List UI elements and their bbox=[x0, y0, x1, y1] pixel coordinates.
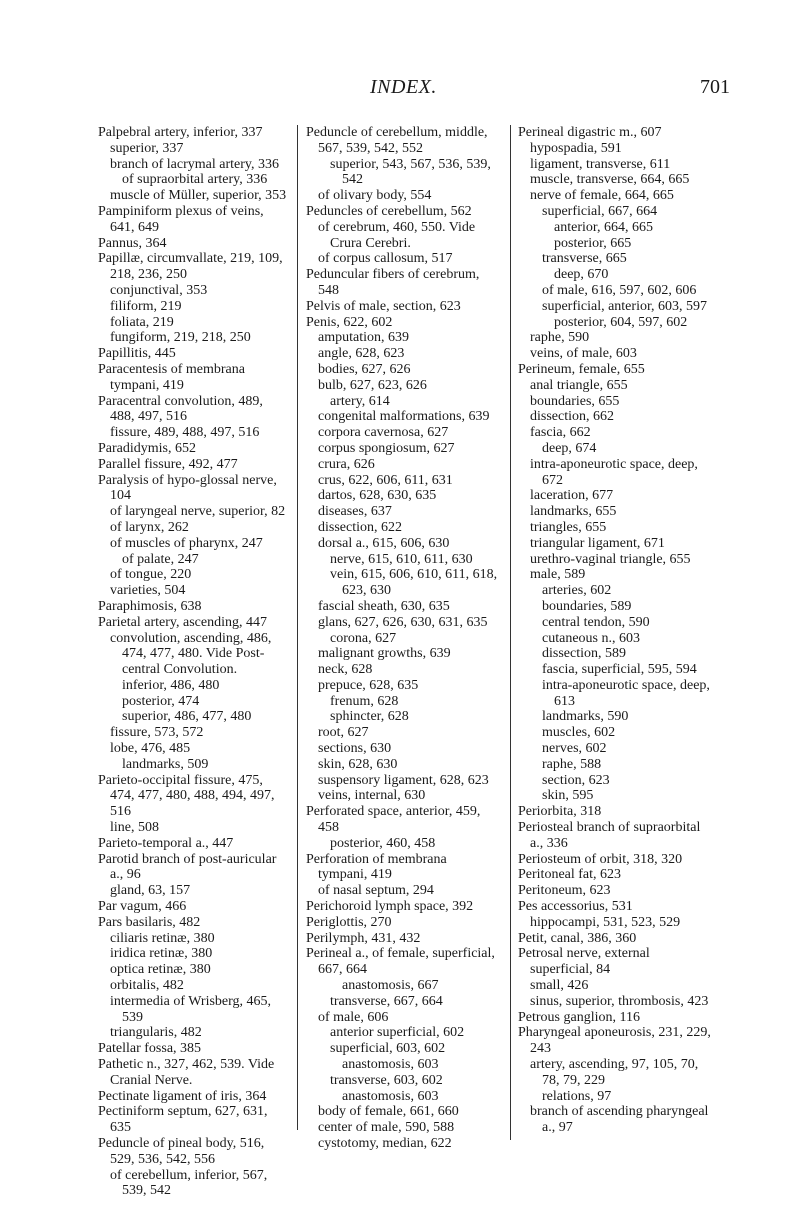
index-entry: corpora cavernosa, 627 bbox=[318, 425, 449, 441]
index-entry: crura, 626 bbox=[318, 456, 375, 472]
index-entry: section, 623 bbox=[542, 772, 610, 788]
index-entry: sphincter, 628 bbox=[330, 709, 409, 725]
index-entry: Pes accessorius, 531 bbox=[518, 899, 633, 915]
index-entry: Peduncular fibers of cerebrum, 548 bbox=[306, 267, 480, 298]
index-entry: intra-aponeurotic space, deep, 613 bbox=[542, 677, 710, 709]
index-entry: Perilymph, 431, 432 bbox=[306, 930, 421, 946]
index-entry: arteries, 602 bbox=[542, 583, 612, 599]
index-entry: line, 508 bbox=[110, 820, 159, 836]
index-entry: corpus spongiosum, 627 bbox=[318, 440, 455, 456]
index-entry: neck, 628 bbox=[318, 662, 373, 678]
index-entry: urethro-vaginal triangle, 655 bbox=[530, 551, 691, 567]
index-entry: Parietal artery, ascending, 447 bbox=[98, 614, 267, 630]
index-entry: superficial, 667, 664 bbox=[542, 203, 658, 219]
index-entry: superior, 543, 567, 536, 539, 542 bbox=[330, 156, 491, 188]
index-entry: small, 426 bbox=[530, 978, 589, 994]
index-entry: Pathetic n., 327, 462, 539. Vide Cranial Nerve. bbox=[98, 1057, 275, 1088]
index-entry: of male, 606 bbox=[318, 1009, 389, 1025]
index-entry: raphe, 588 bbox=[542, 756, 602, 772]
index-entry: fissure, 489, 488, 497, 516 bbox=[110, 425, 260, 441]
index-entry: dorsal a., 615, 606, 630 bbox=[318, 535, 450, 551]
index-entry: male, 589 bbox=[530, 567, 586, 583]
index-entry: Peritoneal fat, 623 bbox=[518, 867, 622, 883]
index-entry: cutaneous n., 603 bbox=[542, 630, 640, 646]
index-entry: intermedia of Wrisberg, 465, 539 bbox=[110, 993, 272, 1025]
index-entry: Parallel fissure, 492, 477 bbox=[98, 456, 238, 472]
index-entry: Papillæ, circumvallate, 219, 109, 218, 236, 250 bbox=[98, 251, 283, 283]
index-entry: vein, 615, 606, 610, 611, 618, 623, 630 bbox=[330, 567, 498, 599]
index-entry: ligament, transverse, 611 bbox=[530, 156, 671, 172]
index-entry: hippocampi, 531, 523, 529 bbox=[530, 914, 681, 930]
index-entry: Paracentesis of membrana tympani, 419 bbox=[98, 361, 245, 393]
index-entry: transverse, 667, 664 bbox=[330, 993, 443, 1009]
column-divider bbox=[297, 125, 298, 1130]
index-entry: filiform, 219 bbox=[110, 298, 182, 314]
index-entry: cystotomy, median, 622 bbox=[318, 1136, 452, 1151]
index-entry: branch of ascending pharyngeal a., 97 bbox=[530, 1104, 709, 1136]
index-entry: Pampiniform plexus of veins, 641, 649 bbox=[98, 203, 264, 235]
index-entry: superior, 486, 477, 480 bbox=[122, 709, 252, 725]
index-entry: lobe, 476, 485 bbox=[110, 741, 191, 757]
index-entry: of larynx, 262 bbox=[110, 519, 189, 535]
index-entry: crus, 622, 606, 611, 631 bbox=[318, 472, 453, 488]
index-entry: landmarks, 509 bbox=[122, 756, 209, 772]
index-entry: sections, 630 bbox=[318, 741, 392, 757]
index-entry: Parieto-temporal a., 447 bbox=[98, 835, 234, 851]
index-entry: of male, 616, 597, 602, 606 bbox=[542, 282, 697, 298]
index-entry: orbitalis, 482 bbox=[110, 978, 184, 994]
index-entry: posterior, 665 bbox=[554, 235, 632, 251]
index-entry: bodies, 627, 626 bbox=[318, 361, 411, 377]
index-entry: of cerebellum, inferior, 567, 539, 542 bbox=[110, 1167, 268, 1199]
index-entry: of tongue, 220 bbox=[110, 567, 192, 583]
index-entry: triangularis, 482 bbox=[110, 1025, 202, 1041]
index-entry: fascial sheath, 630, 635 bbox=[318, 598, 450, 614]
index-entry: Perforation of membrana tympani, 419 bbox=[306, 851, 447, 883]
index-entry: Perineum, female, 655 bbox=[518, 361, 645, 377]
index-entry: deep, 670 bbox=[554, 267, 609, 283]
page-number: 701 bbox=[700, 76, 730, 98]
index-entry: central tendon, 590 bbox=[542, 614, 650, 630]
index-entry: iridica retinæ, 380 bbox=[110, 946, 213, 962]
index-entry: artery, ascending, 97, 105, 70, 78, 79, 229 bbox=[530, 1057, 699, 1088]
index-entry: Paradidymis, 652 bbox=[98, 440, 196, 456]
index-entry: Perichoroid lymph space, 392 bbox=[306, 899, 474, 915]
index-entry: posterior, 460, 458 bbox=[330, 835, 436, 851]
index-entry: Perforated space, anterior, 459, 458 bbox=[306, 804, 481, 836]
index-entry: center of male, 590, 588 bbox=[318, 1120, 455, 1136]
index-entry: prepuce, 628, 635 bbox=[318, 677, 419, 693]
index-entry: congenital malformations, 639 bbox=[318, 409, 490, 425]
index-entry: posterior, 474 bbox=[122, 693, 200, 709]
index-entry: transverse, 603, 602 bbox=[330, 1072, 443, 1088]
index-entry: branch of lacrymal artery, 336 bbox=[110, 156, 279, 172]
index-entry: posterior, 604, 597, 602 bbox=[554, 314, 688, 330]
index-entry: dissection, 622 bbox=[318, 519, 402, 535]
page-title: INDEX. bbox=[370, 76, 437, 98]
index-entry: Pectiniform septum, 627, 631, 635 bbox=[98, 1104, 268, 1136]
index-entry: transverse, 665 bbox=[542, 251, 627, 267]
index-entry: relations, 97 bbox=[542, 1088, 612, 1104]
index-entry: boundaries, 655 bbox=[530, 393, 620, 409]
index-entry: nerve of female, 664, 665 bbox=[530, 188, 674, 204]
index-entry: hypospadia, 591 bbox=[530, 140, 622, 156]
index-entry: suspensory ligament, 628, 623 bbox=[318, 772, 489, 788]
index-entry: fascia, 662 bbox=[530, 425, 591, 441]
index-entry: laceration, 677 bbox=[530, 488, 614, 504]
index-entry: Paracentral convolution, 489, 488, 497, 516 bbox=[98, 393, 263, 425]
index-entry: malignant growths, 639 bbox=[318, 646, 451, 662]
index-entry: skin, 628, 630 bbox=[318, 756, 398, 772]
index-entry: Parotid branch of post-auricular a., 96 bbox=[98, 851, 277, 883]
index-entry: ciliaris retinæ, 380 bbox=[110, 930, 215, 946]
index-entry: diseases, 637 bbox=[318, 504, 392, 520]
index-entry: fascia, superficial, 595, 594 bbox=[542, 662, 697, 678]
index-entry: landmarks, 655 bbox=[530, 504, 617, 520]
index-entry: superficial, anterior, 603, 597 bbox=[542, 298, 708, 314]
index-entry: convolution, ascending, 486, 474, 477, 480. Vide Post-central Convolution. bbox=[110, 630, 272, 678]
index-column-2 bbox=[306, 125, 498, 1152]
index-entry: deep, 674 bbox=[542, 440, 597, 456]
index-entry: anterior superficial, 602 bbox=[330, 1025, 465, 1041]
index-entry: dissection, 589 bbox=[542, 646, 626, 662]
index-entry: Paralysis of hypo-glossal nerve, 104 bbox=[98, 472, 277, 504]
index-entry: Perineal digastric m., 607 bbox=[518, 125, 662, 140]
index-entry: Parieto-occipital fissure, 475, 474, 477, 480, 488, 494, 497, 516 bbox=[98, 772, 275, 820]
page-header bbox=[0, 76, 800, 106]
index-entry: Petrosal nerve, external superficial, 84 bbox=[518, 946, 650, 978]
index-column-1 bbox=[98, 125, 290, 1199]
index-entry: veins, internal, 630 bbox=[318, 788, 426, 804]
index-entry: veins, of male, 603 bbox=[530, 346, 637, 362]
index-entry: Pharyngeal aponeurosis, 231, 229, 243 bbox=[518, 1025, 711, 1057]
index-entry: of muscles of pharynx, 247 bbox=[110, 535, 263, 551]
index-entry: artery, 614 bbox=[330, 393, 390, 409]
index-entry: of supraorbital artery, 336 bbox=[122, 172, 268, 188]
index-entry: of laryngeal nerve, superior, 82 bbox=[110, 504, 286, 520]
index-column-3 bbox=[518, 125, 714, 1136]
index-entry: angle, 628, 623 bbox=[318, 346, 405, 362]
index-entry: Petit, canal, 386, 360 bbox=[518, 930, 637, 946]
index-entry: corona, 627 bbox=[330, 630, 397, 646]
index-entry: superior, 337 bbox=[110, 140, 184, 156]
index-entry: varieties, 504 bbox=[110, 583, 186, 599]
index-entry: anastomosis, 603 bbox=[342, 1057, 439, 1073]
index-entry: fissure, 573, 572 bbox=[110, 725, 204, 741]
index-entry: anastomosis, 603 bbox=[342, 1088, 439, 1104]
index-entry: Pectinate ligament of iris, 364 bbox=[98, 1088, 267, 1104]
index-entry: triangular ligament, 671 bbox=[530, 535, 665, 551]
index-entry: Palpebral artery, inferior, 337 bbox=[98, 125, 263, 140]
index-entry: Perineal a., of female, superficial, 667, 664 bbox=[306, 946, 495, 978]
index-entry: boundaries, 589 bbox=[542, 598, 632, 614]
index-entry: Penis, 622, 602 bbox=[306, 314, 393, 330]
index-entry: frenum, 628 bbox=[330, 693, 399, 709]
index-entry: Pelvis of male, section, 623 bbox=[306, 298, 461, 314]
index-entry: muscles, 602 bbox=[542, 725, 616, 741]
index-entry: Peduncle of cerebellum, middle, 567, 539, 542, 552 bbox=[306, 125, 488, 156]
index-entry: Periorbita, 318 bbox=[518, 804, 602, 820]
column-divider bbox=[510, 125, 511, 1140]
index-entry: body of female, 661, 660 bbox=[318, 1104, 459, 1120]
index-entry: Petrous ganglion, 116 bbox=[518, 1009, 640, 1025]
index-entry: dissection, 662 bbox=[530, 409, 614, 425]
index-entry: intra-aponeurotic space, deep, 672 bbox=[530, 456, 698, 488]
index-entry: conjunctival, 353 bbox=[110, 282, 208, 298]
index-entry: amputation, 639 bbox=[318, 330, 409, 346]
index-entry: Papillitis, 445 bbox=[98, 346, 176, 362]
index-entry: of cerebrum, 460, 550. Vide Crura Cerebri. bbox=[318, 219, 476, 251]
index-entry: muscle, transverse, 664, 665 bbox=[530, 172, 690, 188]
index-entry: root, 627 bbox=[318, 725, 369, 741]
index-entry: Periosteum of orbit, 318, 320 bbox=[518, 851, 683, 867]
index-entry: inferior, 486, 480 bbox=[122, 677, 220, 693]
index-entry: Paraphimosis, 638 bbox=[98, 598, 202, 614]
index-entry: sinus, superior, thrombosis, 423 bbox=[530, 993, 709, 1009]
index-entry: Pars basilaris, 482 bbox=[98, 914, 201, 930]
index-entry: landmarks, 590 bbox=[542, 709, 629, 725]
index-entry: of olivary body, 554 bbox=[318, 188, 432, 204]
index-entry: triangles, 655 bbox=[530, 519, 607, 535]
index-entry: skin, 595 bbox=[542, 788, 594, 804]
index-entry: foliata, 219 bbox=[110, 314, 174, 330]
index-entry: of corpus callosum, 517 bbox=[318, 251, 453, 267]
index-entry: of nasal septum, 294 bbox=[318, 883, 434, 899]
index-entry: anal triangle, 655 bbox=[530, 377, 628, 393]
index-entry: gland, 63, 157 bbox=[110, 883, 191, 899]
index-entry: Peritoneum, 623 bbox=[518, 883, 611, 899]
index-entry: Pannus, 364 bbox=[98, 235, 167, 251]
index-entry: Peduncles of cerebellum, 562 bbox=[306, 203, 472, 219]
index-entry: Periglottis, 270 bbox=[306, 914, 392, 930]
index-entry: anastomosis, 667 bbox=[342, 978, 439, 994]
index-entry: superficial, 603, 602 bbox=[330, 1041, 446, 1057]
index-entry: muscle of Müller, superior, 353 bbox=[110, 188, 287, 204]
index-entry: Periosteal branch of supraorbital a., 336 bbox=[518, 820, 701, 851]
index-entry: fungiform, 219, 218, 250 bbox=[110, 330, 251, 346]
index-entry: dartos, 628, 630, 635 bbox=[318, 488, 437, 504]
index-entry: Patellar fossa, 385 bbox=[98, 1041, 202, 1057]
index-entry: optica retinæ, 380 bbox=[110, 962, 211, 978]
index-entry: raphe, 590 bbox=[530, 330, 590, 346]
index-entry: Peduncle of pineal body, 516, 529, 536, 542, 556 bbox=[98, 1136, 265, 1167]
index-entry: of palate, 247 bbox=[122, 551, 199, 567]
index-entry: glans, 627, 626, 630, 631, 635 bbox=[318, 614, 488, 630]
index-entry: Par vagum, 466 bbox=[98, 899, 187, 915]
index-entry: anterior, 664, 665 bbox=[554, 219, 653, 235]
index-entry: nerve, 615, 610, 611, 630 bbox=[330, 551, 473, 567]
index-entry: bulb, 627, 623, 626 bbox=[318, 377, 427, 393]
index-entry: nerves, 602 bbox=[542, 741, 607, 757]
